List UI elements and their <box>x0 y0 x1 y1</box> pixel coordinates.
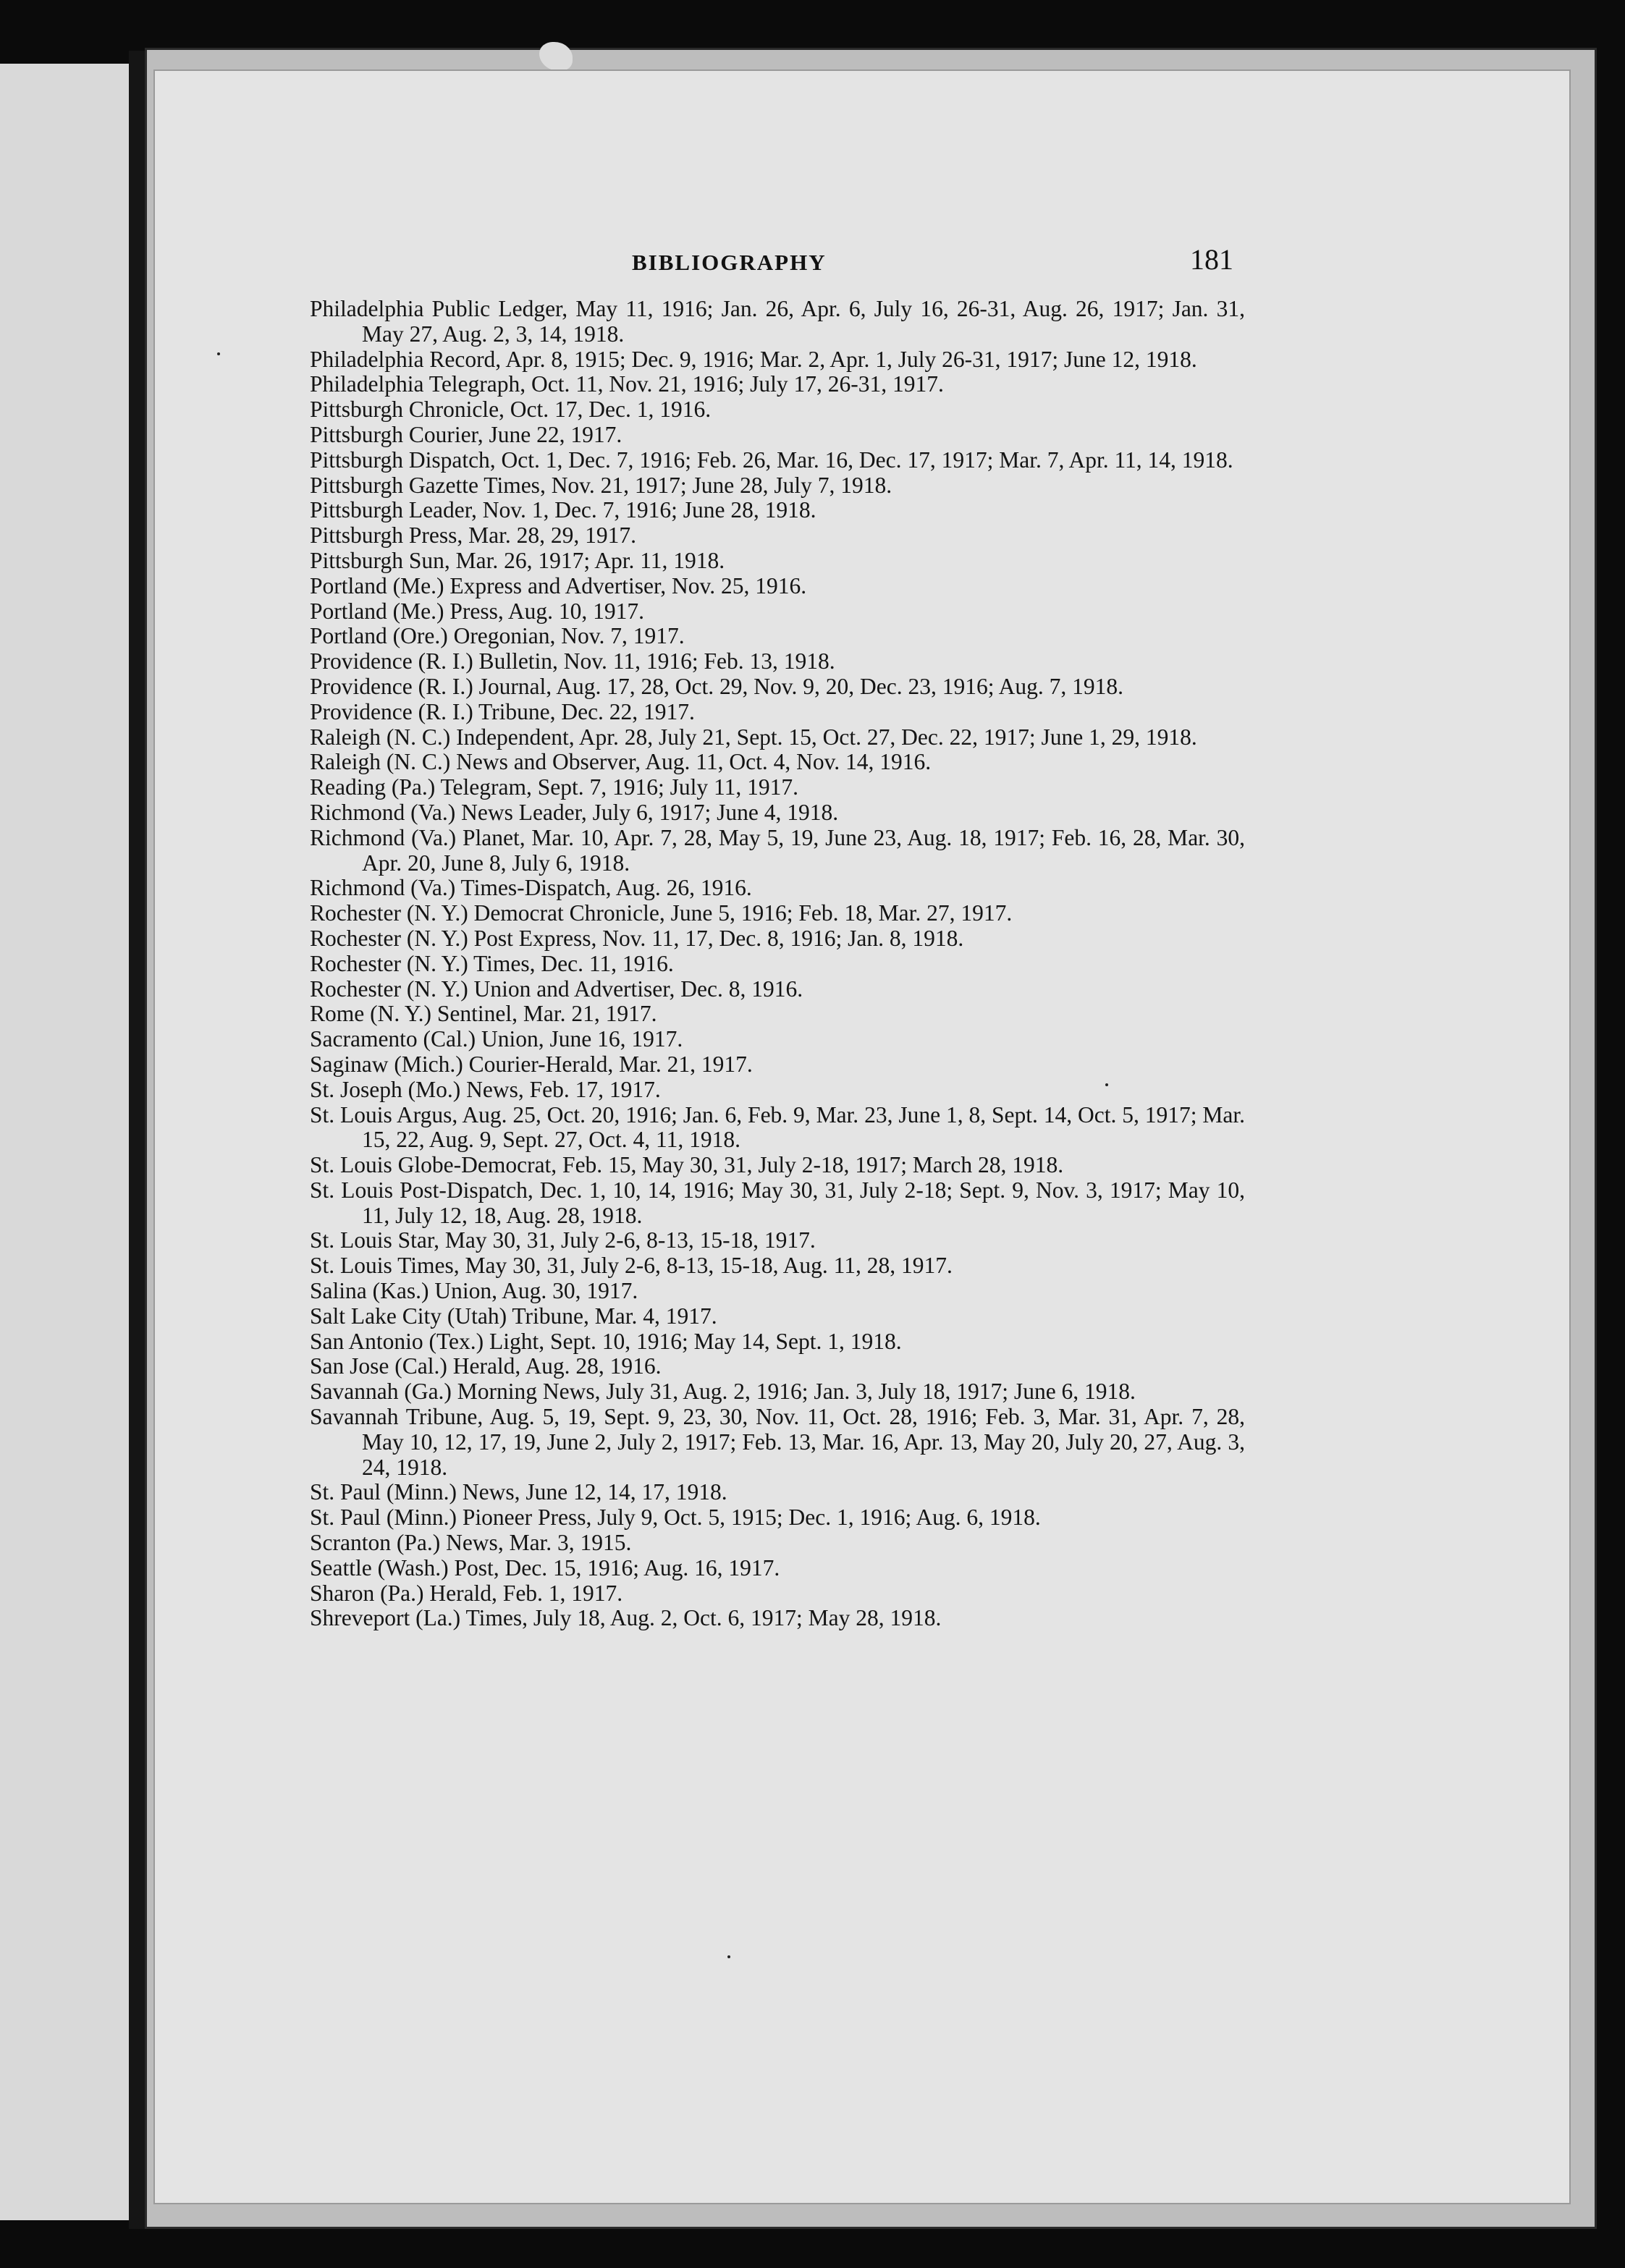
bibliography-entry: Reading (Pa.) Telegram, Sept. 7, 1916; July 11, 1917. <box>310 774 798 800</box>
bibliography-entry: St. Joseph (Mo.) News, Feb. 17, 1917. <box>310 1076 661 1102</box>
bibliography-entry: Philadelphia Telegraph, Oct. 11, Nov. 21, 1916; July 17, 26-31, 1917. <box>310 371 944 397</box>
bibliography-entry: Philadelphia Record, Apr. 8, 1915; Dec. 9, 1916; Mar. 2, Apr. 1, July 26-31, 1917; June 12, 1918. <box>310 346 1197 372</box>
bibliography-entry: Savannah Tribune, Aug. 5, 19, Sept. 9, 23, 30, Nov. 11, Oct. 28, 1916; Feb. 3, Mar. 31, Apr. 7, 28, May 10, 12, 17, 19, June 2, July 2, 1917; Feb. 13, Mar. 16, Apr. 13, May 20, July 20, 27, Aug. 3, 24, 1918. <box>310 1404 1245 1480</box>
bibliography-entry: St. Louis Globe-Democrat, Feb. 15, May 30, 31, July 2-18, 1917; March 28, 1918. <box>310 1152 1064 1178</box>
bibliography-entry: Scranton (Pa.) News, Mar. 3, 1915. <box>310 1530 632 1556</box>
bibliography-entry: Rochester (N. Y.) Times, Dec. 11, 1916. <box>310 950 674 976</box>
bibliography-entry: Portland (Ore.) Oregonian, Nov. 7, 1917. <box>310 623 685 649</box>
bibliography-entry: Richmond (Va.) News Leader, July 6, 1917; June 4, 1918. <box>310 799 839 825</box>
bibliography-entry: Pittsburgh Sun, Mar. 26, 1917; Apr. 11, 1918. <box>310 547 725 573</box>
bibliography-entry: Sacramento (Cal.) Union, June 16, 1917. <box>310 1026 683 1052</box>
bibliography-entry: Pittsburgh Courier, June 22, 1917. <box>310 421 622 447</box>
bibliography-entry: Seattle (Wash.) Post, Dec. 15, 1916; Aug. 16, 1917. <box>310 1554 780 1581</box>
bibliography-entry: Rome (N. Y.) Sentinel, Mar. 21, 1917. <box>310 1001 657 1027</box>
bibliography-entry: Rochester (N. Y.) Union and Advertiser, Dec. 8, 1916. <box>310 976 803 1002</box>
bibliography-entry: Salina (Kas.) Union, Aug. 30, 1917. <box>310 1278 638 1304</box>
bibliography-entry: Salt Lake City (Utah) Tribune, Mar. 4, 1917. <box>310 1303 717 1329</box>
bibliography-entry: Saginaw (Mich.) Courier-Herald, Mar. 21, 1917. <box>310 1051 753 1077</box>
bibliography-entry: St. Louis Argus, Aug. 25, Oct. 20, 1916; Jan. 6, Feb. 9, Mar. 23, June 1, 8, Sept. 14, Oct. 5, 1917; Mar. 15, 22, Aug. 9, Sept. 27, Oct. 4, 11, 1918. <box>310 1101 1245 1153</box>
bibliography-entry: Providence (R. I.) Tribune, Dec. 22, 1917. <box>310 698 695 724</box>
bibliography-entry: Pittsburgh Gazette Times, Nov. 21, 1917; June 28, July 7, 1918. <box>310 472 892 498</box>
print-speck <box>217 352 220 355</box>
bibliography-entry: Pittsburgh Chronicle, Oct. 17, Dec. 1, 1916. <box>310 397 712 423</box>
bibliography-entry: San Jose (Cal.) Herald, Aug. 28, 1916. <box>310 1353 662 1379</box>
bibliography-entry: Rochester (N. Y.) Post Express, Nov. 11, 17, Dec. 8, 1916; Jan. 8, 1918. <box>310 925 964 951</box>
bibliography-entry: Pittsburgh Press, Mar. 28, 29, 1917. <box>310 522 636 549</box>
bibliography-entry: St. Louis Times, May 30, 31, July 2-6, 8-13, 15-18, Aug. 11, 28, 1917. <box>310 1253 953 1279</box>
bibliography-entry: Providence (R. I.) Bulletin, Nov. 11, 1916; Feb. 13, 1918. <box>310 648 835 674</box>
running-head: BIBLIOGRAPHY <box>632 250 827 275</box>
bibliography-entry: Rochester (N. Y.) Democrat Chronicle, June 5, 1916; Feb. 18, Mar. 27, 1917. <box>310 900 1013 926</box>
bibliography-entry: Pittsburgh Leader, Nov. 1, Dec. 7, 1916; June 28, 1918. <box>310 497 816 523</box>
print-speck <box>727 1955 730 1958</box>
bibliography-entry: Raleigh (N. C.) News and Observer, Aug. 11, Oct. 4, Nov. 14, 1916. <box>310 749 932 775</box>
page-number: 181 <box>1190 243 1233 276</box>
bibliography-entry: Providence (R. I.) Journal, Aug. 17, 28, Oct. 29, Nov. 9, 20, Dec. 23, 1916; Aug. 7, 1918. <box>310 673 1123 699</box>
bibliography-entry: Richmond (Va.) Times-Dispatch, Aug. 26, 1916. <box>310 875 752 901</box>
bibliography-entry: St. Louis Star, May 30, 31, July 2-6, 8-13, 15-18, 1917. <box>310 1227 816 1253</box>
bibliography-entry: Savannah (Ga.) Morning News, July 31, Aug. 2, 1916; Jan. 3, July 18, 1917; June 6, 1918. <box>310 1379 1136 1405</box>
bibliography-list <box>310 297 1245 1631</box>
bibliography-entry: Portland (Me.) Express and Advertiser, Nov. 25, 1916. <box>310 572 807 598</box>
bibliography-entry: Philadelphia Public Ledger, May 11, 1916; Jan. 26, Apr. 6, July 16, 26-31, Aug. 26, 1917; Jan. 31, May 27, Aug. 2, 3, 14, 1918. <box>310 296 1245 347</box>
bibliography-entry: St. Paul (Minn.) Pioneer Press, July 9, Oct. 5, 1915; Dec. 1, 1916; Aug. 6, 1918. <box>310 1505 1041 1531</box>
bibliography-entry: St. Louis Post-Dispatch, Dec. 1, 10, 14, 1916; May 30, 31, July 2-18; Sept. 9, Nov. 3, 1917; May 10, 11, July 12, 18, Aug. 28, 1918. <box>310 1177 1245 1228</box>
bibliography-entry: Shreveport (La.) Times, July 18, Aug. 2, Oct. 6, 1917; May 28, 1918. <box>310 1605 942 1631</box>
bibliography-entry: San Antonio (Tex.) Light, Sept. 10, 1916; May 14, Sept. 1, 1918. <box>310 1328 902 1354</box>
bibliography-entry: Richmond (Va.) Planet, Mar. 10, Apr. 7, 28, May 5, 19, June 23, Aug. 18, 1917; Feb. 16, 28, Mar. 30, Apr. 20, June 8, July 6, 1918. <box>310 824 1245 876</box>
bibliography-entry: St. Paul (Minn.) News, June 12, 14, 17, 1918. <box>310 1479 727 1505</box>
facing-page-edge <box>0 64 132 2220</box>
bibliography-entry: Portland (Me.) Press, Aug. 10, 1917. <box>310 598 644 624</box>
bibliography-entry: Sharon (Pa.) Herald, Feb. 1, 1917. <box>310 1580 623 1606</box>
bibliography-entry: Pittsburgh Dispatch, Oct. 1, Dec. 7, 1916; Feb. 26, Mar. 16, Dec. 17, 1917; Mar. 7, Apr. 11, 14, 1918. <box>310 447 1233 473</box>
print-speck <box>1105 1083 1108 1086</box>
bibliography-entry: Raleigh (N. C.) Independent, Apr. 28, July 21, Sept. 15, Oct. 27, Dec. 22, 1917; June 1, 29, 1918. <box>310 724 1197 750</box>
